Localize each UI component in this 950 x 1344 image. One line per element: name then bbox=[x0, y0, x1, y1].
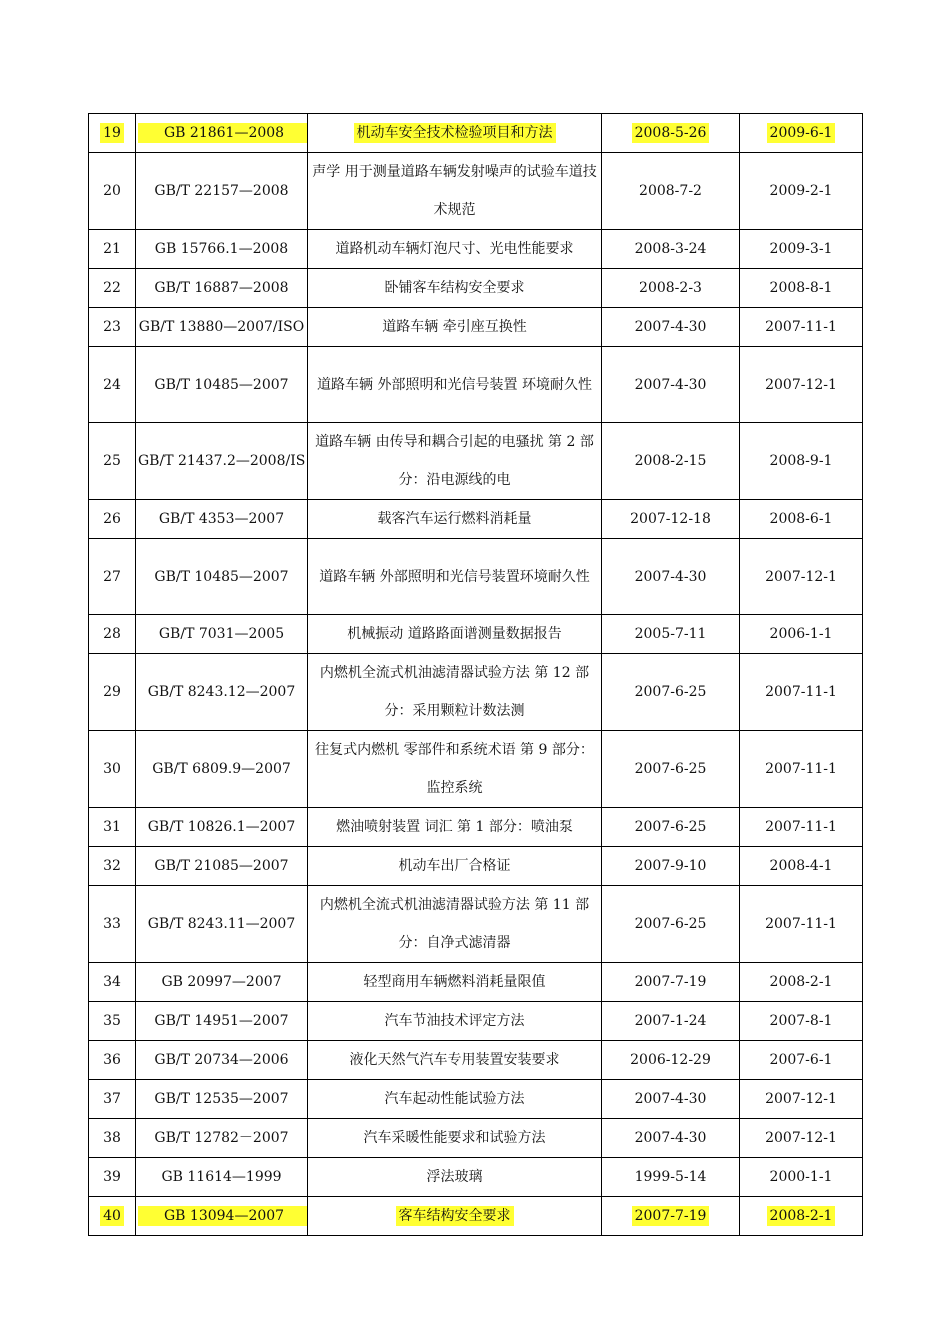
title-text: 轻型商用车辆燃料消耗量限值 bbox=[363, 974, 546, 990]
effective-text: 2007-12-1 bbox=[765, 376, 837, 393]
cell-issued bbox=[602, 1080, 740, 1119]
num-text: 36 bbox=[103, 1052, 121, 1068]
cell-effective bbox=[740, 114, 863, 153]
issued-text: 2007-6-25 bbox=[634, 819, 707, 835]
table-row bbox=[89, 114, 863, 153]
cell-num bbox=[89, 1119, 136, 1158]
cell-code bbox=[136, 654, 308, 731]
cell-effective bbox=[740, 1158, 863, 1197]
cell-effective bbox=[740, 539, 863, 615]
num-text: 25 bbox=[103, 453, 121, 469]
cell-code bbox=[136, 963, 308, 1002]
cell-effective bbox=[740, 500, 863, 539]
table-row bbox=[89, 1197, 863, 1236]
cell-title bbox=[308, 963, 602, 1002]
cell-title bbox=[308, 886, 602, 963]
code-text: GB 21861—2008 bbox=[138, 123, 308, 143]
num-text: 23 bbox=[103, 319, 121, 335]
issued-text: 2007-6-25 bbox=[634, 761, 707, 777]
cell-num bbox=[89, 114, 136, 153]
cell-num bbox=[89, 615, 136, 654]
title-text: 机动车安全技术检验项目和方法 bbox=[354, 123, 556, 143]
code-text: GB/T 4353—2007 bbox=[158, 511, 285, 527]
cell-title bbox=[308, 1119, 602, 1158]
table-row bbox=[89, 1002, 863, 1041]
cell-issued bbox=[602, 230, 740, 269]
cell-title bbox=[308, 347, 602, 423]
num-text: 27 bbox=[103, 568, 121, 585]
table-row bbox=[89, 731, 863, 808]
effective-text: 2007-11-1 bbox=[765, 916, 837, 932]
num-text: 32 bbox=[103, 858, 121, 874]
cell-title bbox=[308, 500, 602, 539]
cell-issued bbox=[602, 153, 740, 230]
cell-title bbox=[308, 731, 602, 808]
code-text: GB/T 14951—2007 bbox=[154, 1013, 289, 1029]
cell-title bbox=[308, 847, 602, 886]
cell-issued bbox=[602, 500, 740, 539]
effective-text: 2008-2-1 bbox=[769, 974, 833, 990]
table-row bbox=[89, 615, 863, 654]
effective-text: 2007-12-1 bbox=[765, 1130, 837, 1146]
table-row bbox=[89, 886, 863, 963]
num-text: 33 bbox=[103, 916, 121, 932]
cell-title bbox=[308, 808, 602, 847]
issued-text: 2006-12-29 bbox=[630, 1052, 711, 1068]
effective-text: 2008-4-1 bbox=[769, 858, 833, 874]
cell-title bbox=[308, 1041, 602, 1080]
cell-title bbox=[308, 308, 602, 347]
cell-issued bbox=[602, 539, 740, 615]
issued-text: 2008-2-3 bbox=[639, 280, 702, 296]
title-text: 道路车辆 外部照明和光信号装置 环境耐久性 bbox=[317, 376, 592, 393]
standards-table-body bbox=[89, 114, 863, 1236]
cell-code bbox=[136, 1002, 308, 1041]
issued-text: 2008-3-24 bbox=[634, 241, 707, 257]
cell-issued bbox=[602, 1197, 740, 1236]
cell-issued bbox=[602, 1119, 740, 1158]
cell-issued bbox=[602, 423, 740, 500]
issued-text: 2005-7-11 bbox=[634, 626, 707, 642]
issued-text: 2008-5-26 bbox=[632, 123, 710, 143]
issued-text: 2007-9-10 bbox=[634, 858, 707, 874]
issued-text: 2007-7-19 bbox=[634, 974, 707, 990]
num-text: 28 bbox=[103, 626, 121, 642]
title-text: 道路车辆 外部照明和光信号装置环境耐久性 bbox=[319, 568, 590, 585]
cell-code bbox=[136, 886, 308, 963]
cell-effective bbox=[740, 654, 863, 731]
title-text: 内燃机全流式机油滤清器试验方法 第 12 部分：采用颗粒计数法测 bbox=[319, 665, 590, 719]
effective-text: 2009-3-1 bbox=[769, 241, 833, 257]
cell-num bbox=[89, 654, 136, 731]
table-row bbox=[89, 963, 863, 1002]
cell-issued bbox=[602, 847, 740, 886]
title-text: 声学 用于测量道路车辆发射噪声的试验车道技术规范 bbox=[312, 164, 597, 218]
cell-code bbox=[136, 539, 308, 615]
cell-num bbox=[89, 731, 136, 808]
cell-issued bbox=[602, 963, 740, 1002]
effective-text: 2007-8-1 bbox=[769, 1013, 833, 1029]
code-text: GB/T 12535—2007 bbox=[154, 1091, 289, 1107]
effective-text: 2007-11-1 bbox=[765, 684, 837, 700]
code-text: GB/T 10826.1—2007 bbox=[147, 819, 296, 835]
table-row bbox=[89, 1080, 863, 1119]
cell-effective bbox=[740, 886, 863, 963]
issued-text: 2007-1-24 bbox=[634, 1013, 707, 1029]
cell-code bbox=[136, 1119, 308, 1158]
table-row bbox=[89, 308, 863, 347]
effective-text: 2007-11-1 bbox=[765, 319, 837, 335]
cell-code bbox=[136, 847, 308, 886]
cell-title bbox=[308, 1080, 602, 1119]
cell-issued bbox=[602, 1002, 740, 1041]
issued-text: 1999-5-14 bbox=[634, 1169, 707, 1185]
title-text: 载客汽车运行燃料消耗量 bbox=[377, 511, 532, 527]
cell-issued bbox=[602, 1158, 740, 1197]
table-row bbox=[89, 423, 863, 500]
num-text: 38 bbox=[103, 1130, 121, 1146]
cell-issued bbox=[602, 269, 740, 308]
issued-text: 2008-2-15 bbox=[634, 453, 707, 469]
issued-text: 2007-4-30 bbox=[634, 376, 707, 393]
cell-title bbox=[308, 539, 602, 615]
code-text: GB/T 22157—2008 bbox=[154, 183, 289, 199]
code-text: GB/T 16887—2008 bbox=[154, 280, 289, 296]
cell-effective bbox=[740, 808, 863, 847]
cell-code bbox=[136, 808, 308, 847]
title-text: 汽车起动性能试验方法 bbox=[384, 1091, 525, 1107]
title-text: 机械振动 道路路面谱测量数据报告 bbox=[347, 626, 562, 642]
cell-num bbox=[89, 1002, 136, 1041]
effective-text: 2006-1-1 bbox=[769, 626, 833, 642]
issued-text: 2007-6-25 bbox=[634, 684, 707, 700]
table-row bbox=[89, 539, 863, 615]
code-text: GB/T 7031—2005 bbox=[158, 626, 285, 642]
table-row bbox=[89, 847, 863, 886]
title-text: 汽车采暖性能要求和试验方法 bbox=[363, 1130, 546, 1146]
num-text: 29 bbox=[103, 684, 121, 700]
cell-effective bbox=[740, 1197, 863, 1236]
table-row bbox=[89, 153, 863, 230]
issued-text: 2007-4-30 bbox=[634, 1091, 707, 1107]
cell-issued bbox=[602, 808, 740, 847]
title-text: 液化天然气汽车专用装置安装要求 bbox=[349, 1052, 560, 1068]
cell-code bbox=[136, 731, 308, 808]
num-text: 31 bbox=[103, 819, 121, 835]
cell-effective bbox=[740, 1080, 863, 1119]
effective-text: 2008-9-1 bbox=[769, 453, 833, 469]
code-text: GB 13094—2007 bbox=[138, 1206, 308, 1226]
cell-title bbox=[308, 654, 602, 731]
effective-text: 2008-6-1 bbox=[769, 511, 833, 527]
title-text: 道路机动车辆灯泡尺寸、光电性能要求 bbox=[335, 241, 574, 257]
title-text: 客车结构安全要求 bbox=[396, 1206, 514, 1226]
issued-text: 2007-4-30 bbox=[634, 319, 707, 335]
num-text: 22 bbox=[103, 280, 121, 296]
cell-issued bbox=[602, 615, 740, 654]
effective-text: 2007-11-1 bbox=[765, 819, 837, 835]
cell-num bbox=[89, 847, 136, 886]
cell-effective bbox=[740, 308, 863, 347]
effective-text: 2007-11-1 bbox=[765, 761, 837, 777]
cell-issued bbox=[602, 1041, 740, 1080]
effective-text: 2009-6-1 bbox=[767, 123, 836, 143]
effective-text: 2000-1-1 bbox=[769, 1169, 833, 1185]
title-text: 道路车辆 牵引座互换性 bbox=[382, 319, 527, 335]
cell-effective bbox=[740, 153, 863, 230]
cell-effective bbox=[740, 1041, 863, 1080]
code-text: GB 11614—1999 bbox=[161, 1169, 282, 1185]
code-text: GB/T 10485—2007 bbox=[154, 568, 289, 585]
cell-code bbox=[136, 1041, 308, 1080]
title-text: 卧铺客车结构安全要求 bbox=[384, 280, 525, 296]
cell-num bbox=[89, 539, 136, 615]
title-text: 机动车出厂合格证 bbox=[398, 858, 511, 874]
issued-text: 2008-7-2 bbox=[639, 183, 702, 199]
table-row bbox=[89, 347, 863, 423]
effective-text: 2007-12-1 bbox=[765, 1091, 837, 1107]
cell-effective bbox=[740, 731, 863, 808]
cell-num bbox=[89, 1158, 136, 1197]
cell-num bbox=[89, 963, 136, 1002]
num-text: 26 bbox=[103, 511, 121, 527]
code-text: GB/T 12782－2007 bbox=[154, 1130, 289, 1146]
cell-num bbox=[89, 1197, 136, 1236]
code-text: GB/T 20734—2006 bbox=[154, 1052, 289, 1068]
table-row bbox=[89, 654, 863, 731]
cell-code bbox=[136, 423, 308, 500]
cell-code bbox=[136, 1197, 308, 1236]
code-text: GB/T 21085—2007 bbox=[154, 858, 289, 874]
cell-issued bbox=[602, 731, 740, 808]
title-text: 燃油喷射装置 词汇 第 1 部分：喷油泵 bbox=[336, 819, 573, 835]
cell-code bbox=[136, 1158, 308, 1197]
cell-issued bbox=[602, 114, 740, 153]
num-text: 39 bbox=[103, 1169, 121, 1185]
cell-code bbox=[136, 347, 308, 423]
cell-code bbox=[136, 230, 308, 269]
code-text: GB/T 6809.9—2007 bbox=[152, 761, 291, 777]
num-text: 34 bbox=[103, 974, 121, 990]
issued-text: 2007-4-30 bbox=[634, 568, 707, 585]
cell-code bbox=[136, 1080, 308, 1119]
table-row bbox=[89, 230, 863, 269]
cell-issued bbox=[602, 308, 740, 347]
cell-num bbox=[89, 269, 136, 308]
cell-code bbox=[136, 308, 308, 347]
effective-text: 2007-12-1 bbox=[765, 568, 837, 585]
code-text: GB 15766.1—2008 bbox=[154, 241, 289, 257]
code-text: GB/T 8243.12—2007 bbox=[147, 684, 296, 700]
table-row bbox=[89, 1119, 863, 1158]
cell-title bbox=[308, 615, 602, 654]
title-text: 汽车节油技术评定方法 bbox=[384, 1013, 525, 1029]
cell-title bbox=[308, 269, 602, 308]
num-text: 35 bbox=[103, 1013, 121, 1029]
table-row bbox=[89, 500, 863, 539]
cell-code bbox=[136, 153, 308, 230]
title-text: 内燃机全流式机油滤清器试验方法 第 11 部分：自净式滤清器 bbox=[319, 897, 590, 951]
table-row bbox=[89, 269, 863, 308]
num-text: 37 bbox=[103, 1091, 121, 1107]
issued-text: 2007-4-30 bbox=[634, 1130, 707, 1146]
cell-effective bbox=[740, 963, 863, 1002]
title-text: 道路车辆 由传导和耦合引起的电骚扰 第 2 部分：沿电源线的电 bbox=[315, 434, 594, 488]
title-text: 往复式内燃机 零部件和系统术语 第 9 部分：监控系统 bbox=[315, 742, 594, 796]
cell-effective bbox=[740, 423, 863, 500]
cell-num bbox=[89, 230, 136, 269]
num-text: 24 bbox=[103, 376, 121, 393]
cell-title bbox=[308, 153, 602, 230]
cell-effective bbox=[740, 269, 863, 308]
standards-table bbox=[88, 113, 863, 1236]
cell-num bbox=[89, 500, 136, 539]
cell-effective bbox=[740, 230, 863, 269]
cell-title bbox=[308, 1002, 602, 1041]
cell-issued bbox=[602, 654, 740, 731]
num-text: 20 bbox=[103, 183, 121, 199]
cell-code bbox=[136, 615, 308, 654]
issued-text: 2007-7-19 bbox=[632, 1206, 710, 1226]
cell-num bbox=[89, 153, 136, 230]
code-text: GB/T 21437.2—2008/IS bbox=[138, 453, 306, 469]
cell-num bbox=[89, 1080, 136, 1119]
issued-text: 2007-12-18 bbox=[630, 511, 711, 527]
table-row bbox=[89, 808, 863, 847]
cell-num bbox=[89, 308, 136, 347]
code-text: GB/T 8243.11—2007 bbox=[147, 916, 296, 932]
issued-text: 2007-6-25 bbox=[634, 916, 707, 932]
code-text: GB/T 10485—2007 bbox=[154, 376, 289, 393]
cell-code bbox=[136, 114, 308, 153]
cell-issued bbox=[602, 886, 740, 963]
cell-effective bbox=[740, 1002, 863, 1041]
code-text: GB/T 13880—2007/ISO bbox=[138, 319, 305, 335]
cell-title bbox=[308, 114, 602, 153]
table-row bbox=[89, 1041, 863, 1080]
effective-text: 2007-6-1 bbox=[769, 1052, 833, 1068]
cell-title bbox=[308, 1158, 602, 1197]
cell-num bbox=[89, 1041, 136, 1080]
num-text: 19 bbox=[100, 123, 124, 143]
cell-code bbox=[136, 269, 308, 308]
effective-text: 2008-8-1 bbox=[769, 280, 833, 296]
cell-num bbox=[89, 808, 136, 847]
code-text: GB 20997—2007 bbox=[161, 974, 282, 990]
cell-effective bbox=[740, 347, 863, 423]
cell-title bbox=[308, 423, 602, 500]
effective-text: 2008-2-1 bbox=[767, 1206, 836, 1226]
num-text: 30 bbox=[103, 761, 121, 777]
cell-effective bbox=[740, 615, 863, 654]
title-text: 浮法玻璃 bbox=[426, 1169, 483, 1185]
cell-title bbox=[308, 1197, 602, 1236]
cell-title bbox=[308, 230, 602, 269]
num-text: 40 bbox=[100, 1206, 124, 1226]
cell-effective bbox=[740, 1119, 863, 1158]
cell-effective bbox=[740, 847, 863, 886]
cell-num bbox=[89, 347, 136, 423]
cell-issued bbox=[602, 347, 740, 423]
cell-code bbox=[136, 500, 308, 539]
num-text: 21 bbox=[103, 241, 121, 257]
table-row bbox=[89, 1158, 863, 1197]
cell-num bbox=[89, 423, 136, 500]
effective-text: 2009-2-1 bbox=[769, 183, 833, 199]
cell-num bbox=[89, 886, 136, 963]
